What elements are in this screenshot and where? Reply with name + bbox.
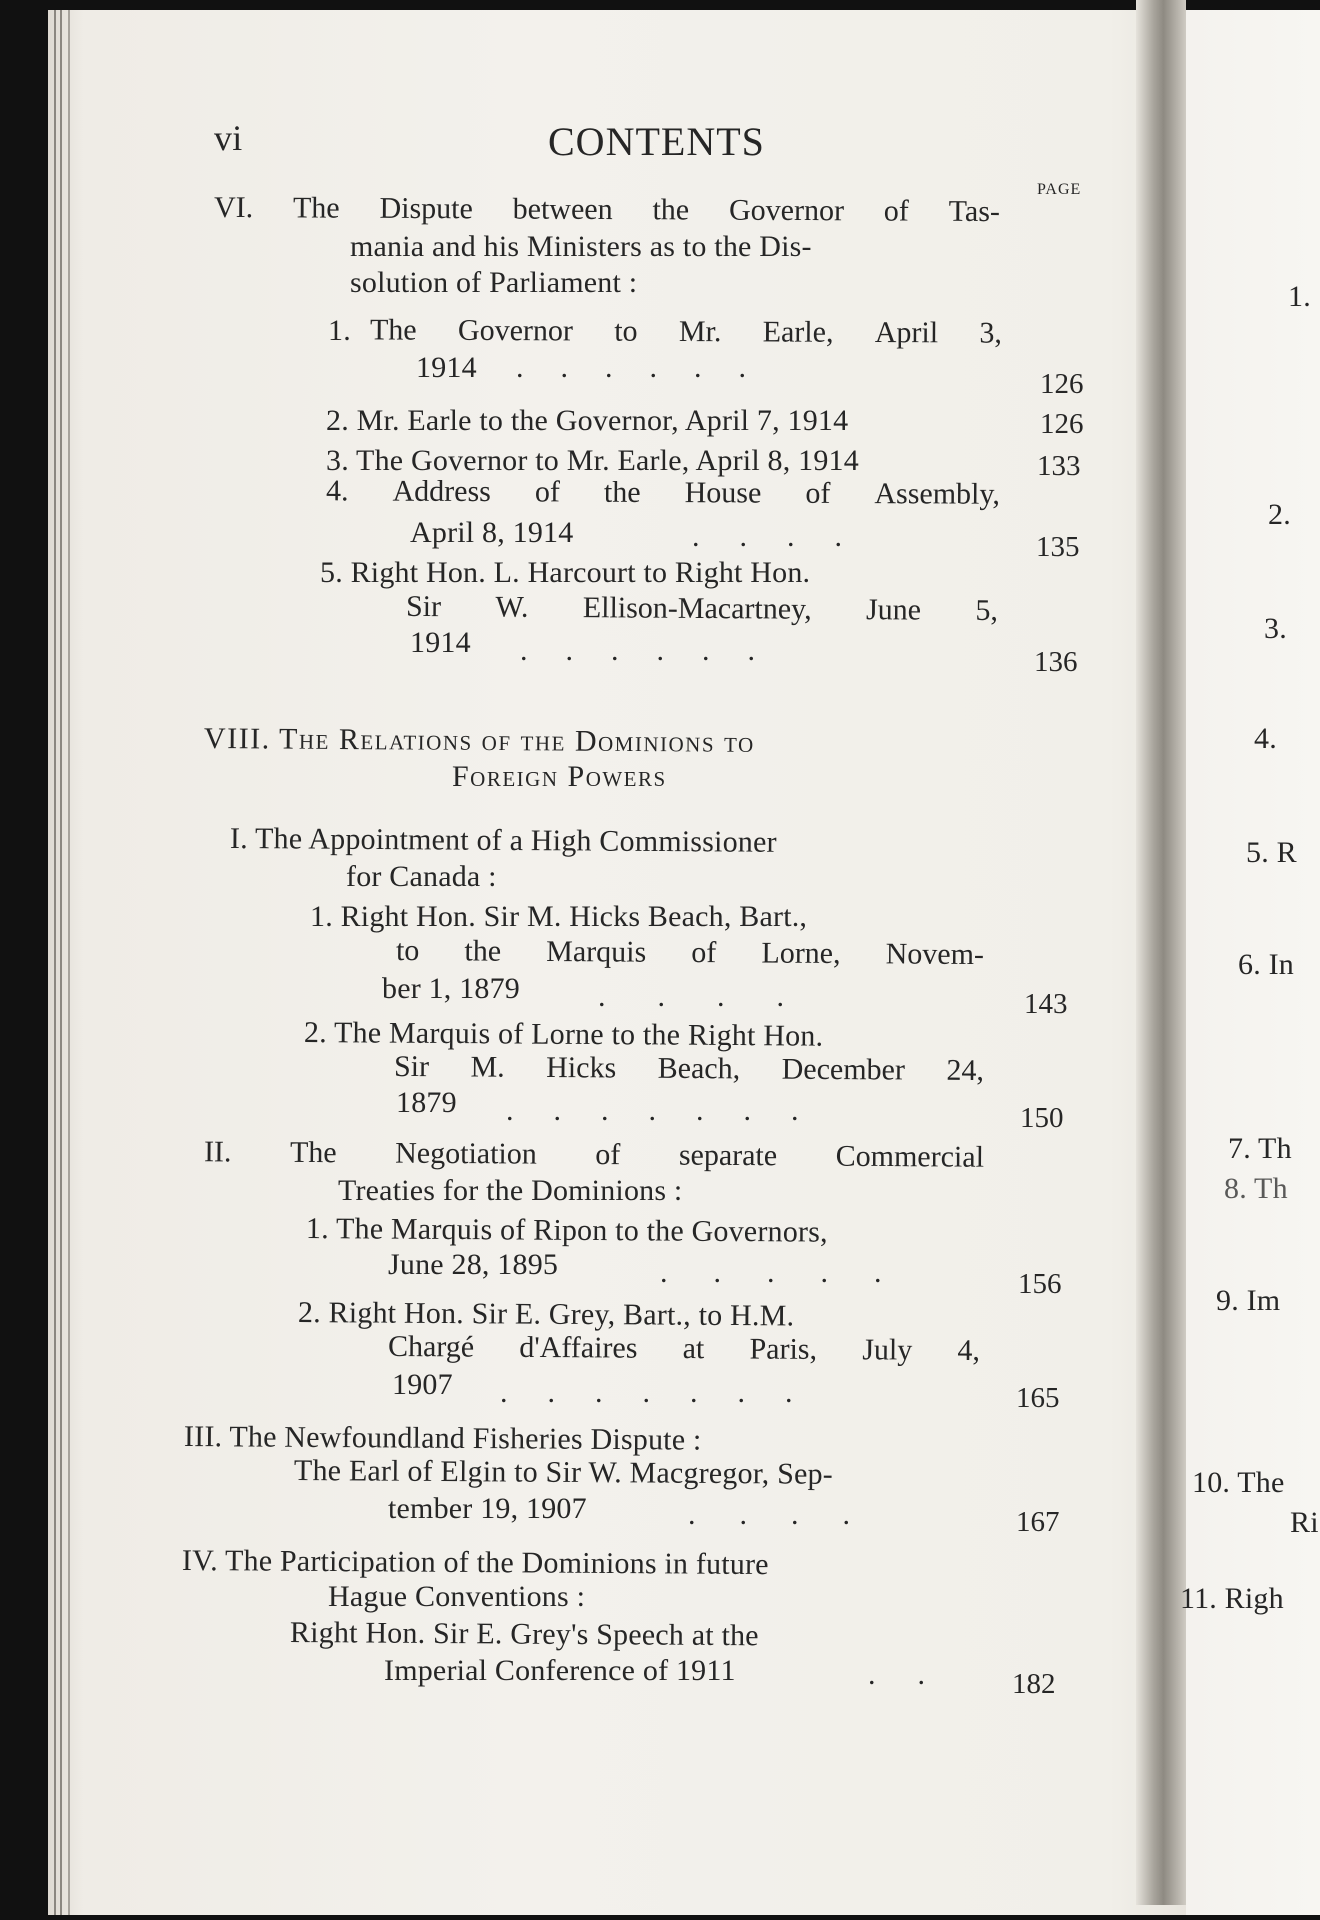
- facing-page-text: Ri: [1290, 1506, 1319, 1539]
- page-number: 126: [1040, 408, 1084, 440]
- page-numeral: vi: [214, 118, 243, 158]
- facing-page-text: 3.: [1264, 612, 1287, 645]
- page-edge: [54, 10, 56, 1915]
- toc-entry: Sir M. Hicks Beach, December 24,: [393, 1049, 985, 1088]
- facing-page-text: 4.: [1254, 722, 1277, 755]
- page-number: 126: [1040, 368, 1084, 400]
- section-heading: mania and his Ministers as to the Dis-: [350, 230, 812, 263]
- toc-entry: 1914: [410, 626, 471, 659]
- dot-leader: .......: [506, 1094, 839, 1127]
- subsection-heading: I. The Appointment of a High Commissioner: [229, 822, 777, 859]
- page-number: 150: [1020, 1102, 1064, 1134]
- toc-entry: The Earl of Elgin to Sir W. Macgregor, Sep-: [293, 1454, 834, 1491]
- toc-entry: 1914: [416, 351, 477, 384]
- toc-entry: 2. Right Hon. Sir E. Grey, Bart., to H.M.: [297, 1296, 795, 1333]
- toc-entry: April 8, 1914: [410, 516, 574, 549]
- subsection-heading: II. The Negotiation of separate Commercial: [203, 1135, 985, 1174]
- dot-leader: .....: [660, 1256, 928, 1289]
- page-number: 167: [1016, 1506, 1060, 1538]
- facing-page-text: 10. The: [1192, 1466, 1285, 1499]
- dot-leader: ......: [520, 634, 793, 667]
- page-column-label: PAGE: [1037, 181, 1082, 198]
- page-number: 165: [1016, 1382, 1060, 1414]
- toc-entry: tember 19, 1907: [388, 1492, 587, 1525]
- toc-entry: The Governor to Mr. Earle, April 3,: [369, 313, 1003, 350]
- subsection-heading: Treaties for the Dominions :: [338, 1174, 683, 1207]
- page-edge: [60, 10, 62, 1915]
- dot-leader: .......: [500, 1376, 833, 1409]
- toc-entry: to the Marquis of Lorne, Novem-: [395, 933, 985, 972]
- section-heading: Foreign Powers: [452, 760, 667, 793]
- toc-entry: 1879: [396, 1086, 457, 1119]
- toc-entry: June 28, 1895: [388, 1248, 559, 1281]
- toc-entry: 5. Right Hon. L. Harcourt to Right Hon.: [320, 556, 811, 589]
- section-heading: solution of Parliament :: [350, 266, 638, 299]
- facing-page-text: 7. Th: [1228, 1132, 1292, 1165]
- dot-leader: ......: [516, 351, 783, 384]
- toc-entry: Right Hon. Sir E. Grey's Speech at the: [289, 1616, 759, 1653]
- facing-page-text: 9. Im: [1216, 1284, 1281, 1317]
- toc-entry: 1907: [392, 1368, 453, 1401]
- toc-entry: Chargé d'Affaires at Paris, July 4,: [387, 1329, 981, 1368]
- facing-page-text: 6. In: [1238, 948, 1294, 981]
- toc-entry: Sir W. Ellison-Macartney, June 5,: [405, 589, 999, 628]
- facing-page-text: 2.: [1268, 498, 1291, 531]
- facing-page-text: 5. R: [1246, 836, 1297, 869]
- facing-page-text: 8. Th: [1224, 1172, 1288, 1205]
- page-number: 133: [1037, 450, 1081, 482]
- subsection-heading: for Canada :: [346, 860, 497, 893]
- dot-leader: ....: [598, 980, 836, 1013]
- toc-entry: Imperial Conference of 1911: [384, 1654, 736, 1687]
- toc-entry: ber 1, 1879: [382, 972, 521, 1005]
- page-number: 135: [1036, 531, 1080, 563]
- subsection-heading: IV. The Participation of the Dominions in future: [181, 1544, 769, 1582]
- page-number: 143: [1024, 988, 1068, 1020]
- subsection-heading: III. The Newfoundland Fisheries Dispute :: [183, 1420, 702, 1457]
- section-heading: VIII. The Relations of the Dominions to: [203, 722, 755, 759]
- page-number: 156: [1018, 1268, 1062, 1300]
- toc-entry: 1. The Marquis of Ripon to the Governors,: [305, 1212, 828, 1249]
- entry-number: 1.: [328, 314, 351, 347]
- dot-leader: ..: [868, 1658, 967, 1691]
- page-edge: [68, 10, 70, 1915]
- section-heading: VI. The Dispute between the Governor of Tas-: [213, 190, 1001, 229]
- facing-page-text: 11. Righ: [1180, 1582, 1284, 1615]
- toc-entry: 2. Mr. Earle to the Governor, April 7, 1914: [326, 404, 849, 437]
- facing-page-text: 1.: [1288, 280, 1311, 313]
- toc-entry: 1. Right Hon. Sir M. Hicks Beach, Bart.,: [310, 900, 808, 933]
- dot-leader: ....: [688, 1498, 894, 1531]
- page-number: 182: [1012, 1668, 1056, 1700]
- toc-entry: 3. The Governor to Mr. Earle, April 8, 1914: [326, 444, 859, 477]
- toc-entry: 4. Address of the House of Assembly,: [325, 474, 1001, 511]
- book-gutter: [1136, 0, 1186, 1905]
- page-number: 136: [1034, 646, 1078, 678]
- subsection-heading: Hague Conventions :: [328, 1580, 586, 1613]
- toc-entry: 2. The Marquis of Lorne to the Right Hon.: [303, 1016, 824, 1053]
- page-title: CONTENTS: [548, 119, 765, 164]
- dot-leader: ....: [692, 520, 882, 553]
